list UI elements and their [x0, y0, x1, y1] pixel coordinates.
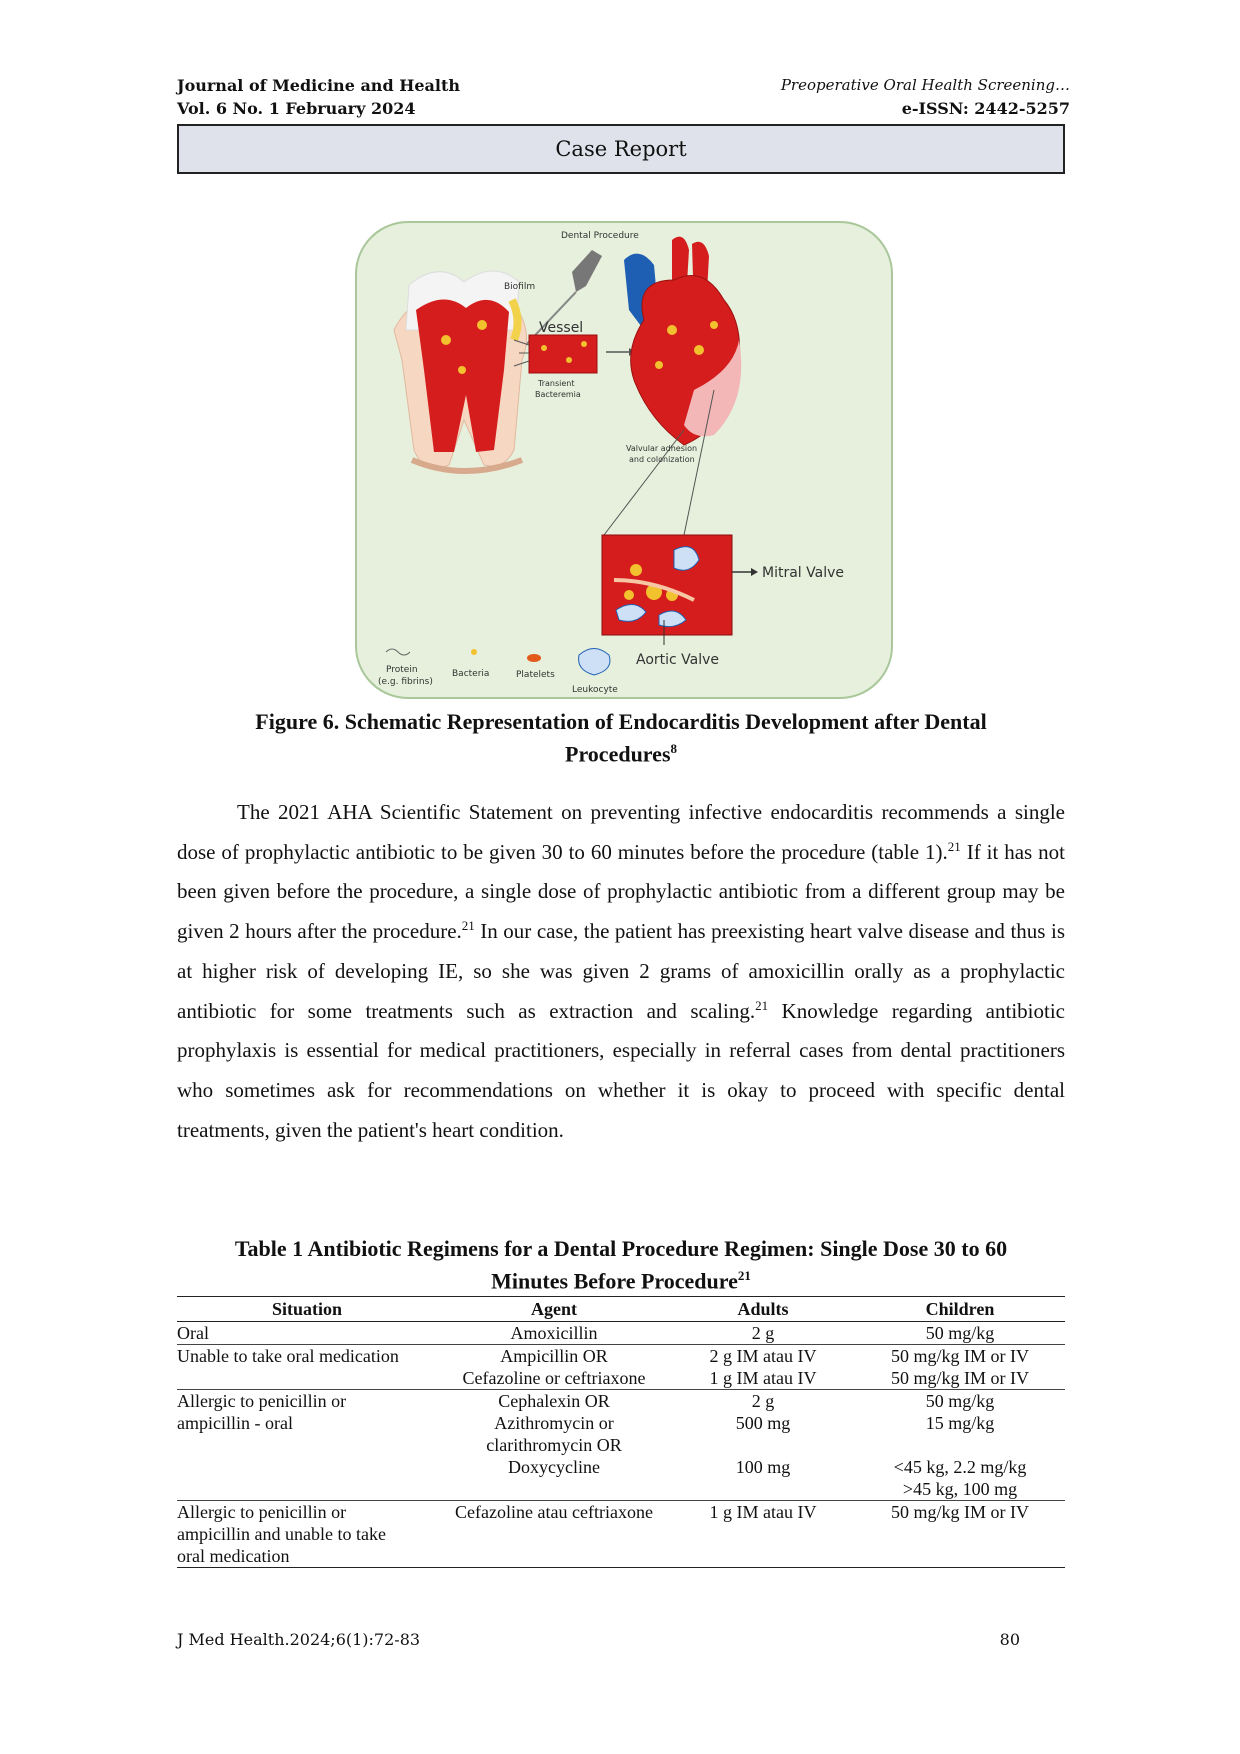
antibiotic-regimen-table: [177, 1296, 1065, 1568]
figure-caption: [177, 708, 1065, 767]
table-row: Cefazoline or ceftriaxone 1 g IM atau IV 50 mg/kg IM or IV: [462, 1368, 1029, 1388]
table-row: Unable to take oral medication Ampicillin OR 2 g IM atau IV 50 mg/kg IM or IV: [177, 1345, 1065, 1368]
page-number: 80: [999, 1630, 1020, 1649]
citation-ref: 21: [947, 838, 961, 854]
table-row: Oral Amoxicillin 2 g 50 mg/kg: [177, 1323, 995, 1343]
citation-ref: 21: [755, 997, 769, 1013]
column-header: Children: [855, 1297, 1065, 1322]
column-header: Agent: [437, 1297, 671, 1322]
table-row: Allergic to penicillin or Cefazoline atau ceftriaxone 1 g IM atau IV 50 mg/kg IM or IV: [177, 1501, 1065, 1524]
label-protein-example: (e.g. fibrins): [378, 677, 433, 687]
label-transient: Transient: [538, 379, 575, 388]
table-row: oral medication: [177, 1545, 1065, 1568]
journal-volume: Vol. 6 No. 1 February 2024: [177, 99, 416, 118]
issn: e-ISSN: 2442-5257: [901, 99, 1070, 118]
table-row: clarithromycin OR: [486, 1435, 622, 1455]
label-aortic-valve: Aortic Valve: [636, 652, 720, 668]
column-header: Situation: [177, 1297, 437, 1322]
label-biofilm: Biofilm: [504, 282, 536, 292]
table-row: ampicillin and unable to take: [177, 1524, 386, 1544]
journal-header: [177, 74, 460, 120]
section-banner: Case Report: [177, 124, 1065, 174]
table-row: >45 kg, 100 mg: [902, 1479, 1018, 1499]
label-platelets: Platelets: [516, 670, 555, 680]
endocarditis-figure: [354, 220, 894, 700]
label-valvular-adhesion: Valvular adhesion: [626, 444, 698, 453]
figure-caption-ref: 8: [670, 741, 677, 756]
label-bacteremia: Bacteremia: [535, 390, 581, 399]
label-leukocyte: Leukocyte: [572, 685, 618, 695]
table-title: [177, 1235, 1065, 1294]
citation-ref: 21: [461, 918, 475, 934]
figure-caption-line2: Procedures$^8$: [565, 741, 677, 767]
label-mitral-valve: Mitral Valve: [762, 565, 844, 581]
table-title-ref: 21: [737, 1268, 751, 1283]
table-row: Allergic to penicillin or Cephalexin OR 2 g 50 mg/kg: [177, 1390, 1065, 1413]
body-paragraph: The 2021 AHA Scientific Statement on preventing infective endocarditis recommends a single dose of prophylactic antibiotic to be given 30 to 60 minutes before the procedure (table 1).$^{21}$ If it has not been given before the procedure, a single dose of prophylactic antibiotic from a different group may be given 2 hours after the procedure.$^{21}$ In our case, the patient has preexisting heart valve disease and thus is at higher risk of developing IE, so she was given 2 grams of amoxicillin orally as a prophylactic antibiotic for some treatments such as extraction and scaling.$^{21}$ Knowledge regarding antibiotic prophylaxis is essential for medical practitioners, especially in referral cases from dental practitioners who sometimes ask for recommendations on whether it is okay to proceed with specific dental treatments, given the patient's heart condition.: [177, 800, 1066, 1142]
table-row: Doxycycline 100 mg <45 kg, 2.2 mg/kg: [508, 1457, 1027, 1477]
label-valvular-colonization: and colonization: [629, 455, 695, 464]
column-header: Adults: [671, 1297, 855, 1322]
figure-caption-line1: Figure 6. Schematic Representation of Endocarditis Development after Dental: [255, 709, 987, 734]
label-protein: Protein: [386, 665, 418, 675]
footer-citation: J Med Health.2024;6(1):72-83: [177, 1630, 421, 1649]
table-title-line2: Minutes Before Procedure$^{21}$: [491, 1268, 751, 1294]
label-dental-procedure: Dental Procedure: [561, 231, 639, 241]
label-vessel: Vessel: [539, 320, 584, 336]
article-header: [781, 74, 1070, 120]
table-header-row: [177, 1297, 1065, 1322]
table-row: ampicillin - oral Azithromycin or 500 mg 15 mg/kg: [177, 1413, 995, 1433]
journal-name: Journal of Medicine and Health: [177, 76, 460, 95]
label-bacteria: Bacteria: [452, 669, 490, 679]
table-title-line1: Table 1 Antibiotic Regimens for a Dental Procedure Regimen: Single Dose 30 to 60: [234, 1236, 1008, 1261]
running-title: Preoperative Oral Health Screening…: [780, 76, 1070, 94]
